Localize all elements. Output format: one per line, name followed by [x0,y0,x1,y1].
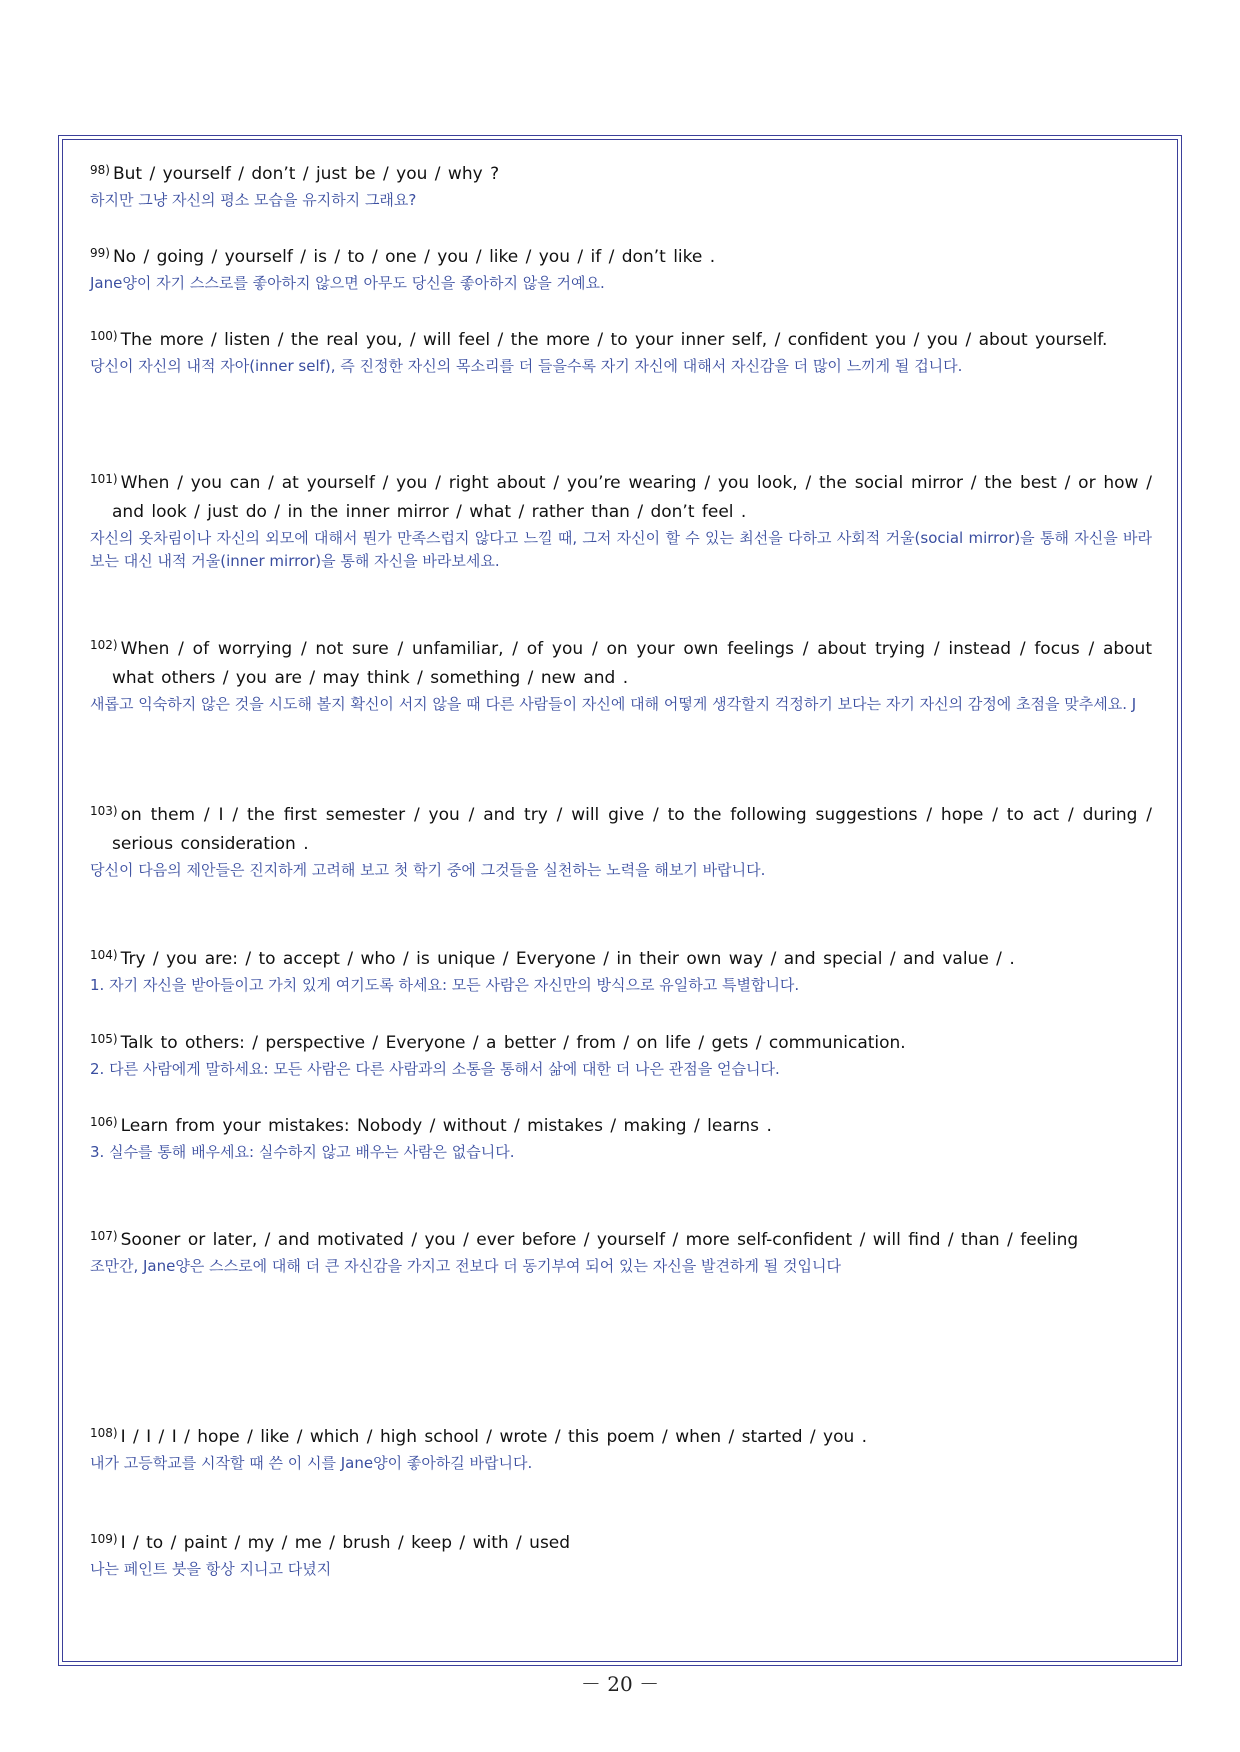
question-106 [90,1112,1152,1164]
english-scrambled-sentence: $^{104)}$ Try / you are: / to accept / who / is unique / Everyone / in their own way / and special / and value / . [90,948,1015,969]
question-107 [90,1226,1152,1278]
question-108 [90,1423,1152,1475]
question-109 [90,1529,1152,1581]
english-scrambled-sentence: $^{105)}$ Talk to others: / perspective / Everyone / a better / from / on life / gets / communication. [90,1032,906,1053]
question-100 [90,326,1152,378]
korean-translation: 자신의 옷차림이나 자신의 외모에 대해서 뭔가 만족스럽지 않다고 느낄 때, 그저 자신이 할 수 있는 최선을 다하고 사회적 거울(social mirror)을 통해 자신을 바라보는 대신 내적 거울(inner mirror)을 통해 자신을 바라보세요. [90,529,1152,570]
korean-translation: 하지만 그냥 자신의 평소 모습을 유지하지 그래요? [90,191,417,209]
question-number: 105) [90,1032,118,1046]
korean-translation: 당신이 다음의 제안들은 진지하게 고려해 보고 첫 학기 중에 그것들을 실천하는 노력을 해보기 바랍니다. [90,861,766,879]
question-number: 101) [90,472,118,486]
question-number: 108) [90,1426,118,1440]
korean-translation: 1. 자기 자신을 받아들이고 가치 있게 여기도록 하세요: 모든 사람은 자신만의 방식으로 유일하고 특별합니다. [90,976,800,994]
question-number: 106) [90,1115,118,1129]
korean-translation: 당신이 자신의 내적 자아(inner self), 즉 진정한 자신의 목소리를 더 들을수록 자기 자신에 대해서 자신감을 더 많이 느끼게 될 겁니다. [90,357,963,375]
english-scrambled-sentence: $^{107)}$ Sooner or later, / and motivated / you / ever before / yourself / more self-confident / will find / than / feeling [90,1229,1079,1250]
question-number: 103) [90,804,118,818]
english-scrambled-sentence: $^{101)}$ When / you can / at yourself / you / right about / you’re wearing / you look, / the social mirror / the best / or how / and look / just do / in the inner mirror / what / rather than / don’t feel . [90,472,1152,522]
question-number: 107) [90,1229,118,1243]
english-scrambled-sentence: $^{106)}$ Learn from your mistakes: Nobody / without / mistakes / making / learns . [90,1115,772,1136]
english-scrambled-sentence: $^{100)}$ The more / listen / the real you, / will feel / the more / to your inner self, / confident you / you / about yourself. [90,329,1108,350]
question-105 [90,1029,1152,1081]
question-number: 102) [90,638,118,652]
english-scrambled-sentence: $^{102)}$ When / of worrying / not sure / unfamiliar, / of you / on your own feelings / about trying / instead / focus / about what others / you are / may think / something / new and . [90,638,1152,688]
question-104 [90,945,1152,997]
question-number: 104) [90,948,118,962]
english-scrambled-sentence: $^{109)}$ I / to / paint / my / me / brush / keep / with / used [90,1532,571,1553]
question-number: 109) [90,1532,118,1546]
korean-translation: 새롭고 익숙하지 않은 것을 시도해 볼지 확신이 서지 않을 때 다른 사람들이 자신에 대해 어떻게 생각할지 걱정하기 보다는 자기 자신의 감정에 초점을 맞추세요. J [90,695,1137,713]
question-103 [90,801,1152,882]
question-99 [90,243,1152,295]
english-scrambled-sentence: $^{98)}$ But / yourself / don’t / just be / you / why ? [90,163,500,184]
korean-translation: 나는 페인트 붓을 항상 지니고 다녔지 [90,1560,332,1578]
english-scrambled-sentence: $^{103)}$ on them / I / the first semester / you / and try / will give / to the following suggestions / hope / to act / during / serious consideration . [90,804,1152,854]
korean-translation: 3. 실수를 통해 배우세요: 실수하지 않고 배우는 사람은 없습니다. [90,1143,515,1161]
english-scrambled-sentence: $^{99)}$ No / going / yourself / is / to / one / you / like / you / if / don’t like . [90,246,716,267]
page-number: － 20 － [580,1672,660,1696]
english-scrambled-sentence: $^{108)}$ I / I / I / hope / like / which / high school / wrote / this poem / when / started / you . [90,1426,868,1447]
question-number: 99) [90,246,110,260]
question-101 [90,469,1152,573]
korean-translation: 내가 고등학교를 시작할 때 쓴 이 시를 Jane양이 좋아하길 바랍니다. [90,1454,533,1472]
korean-translation: 2. 다른 사람에게 말하세요: 모든 사람은 다른 사람과의 소통을 통해서 삶에 대한 더 나은 관점을 얻습니다. [90,1060,780,1078]
question-98 [90,160,1152,212]
korean-translation: 조만간, Jane양은 스스로에 대해 더 큰 자신감을 가지고 전보다 더 동기부여 되어 있는 자신을 발견하게 될 것입니다 [90,1257,841,1275]
question-number: 100) [90,329,118,343]
question-number: 98) [90,163,110,177]
korean-translation: Jane양이 자기 스스로를 좋아하지 않으면 아무도 당신을 좋아하지 않을 거예요. [90,274,605,292]
question-102 [90,635,1152,716]
